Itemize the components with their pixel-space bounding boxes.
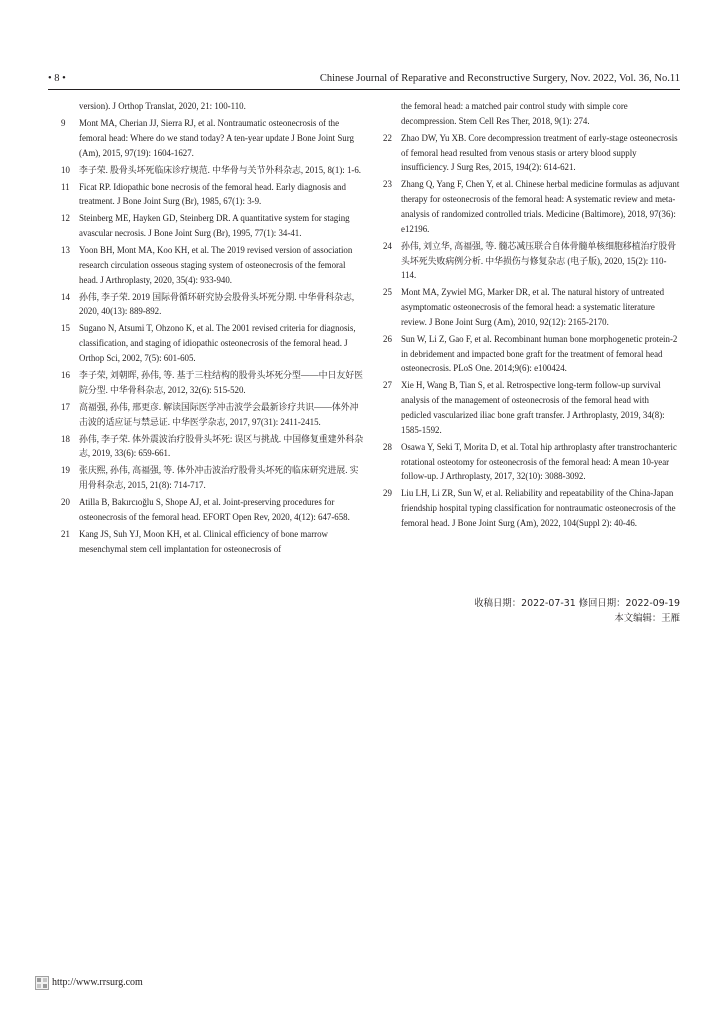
reference-number: 18 xyxy=(61,433,70,444)
reference-text: Liu LH, Li ZR, Sun W, et al. Reliability and repeatability of the China-Japan friendship hospital typing classification for nontraumatic osteonecrosis of the femoral head. J Bone Joint Surg (Am), 2022, 104(Suppl 2): 40-46. xyxy=(401,488,676,529)
reference-number: 20 xyxy=(61,497,70,508)
journal-logo-icon xyxy=(35,976,49,990)
reference-text: Osawa Y, Seki T, Morita D, et al. Total hip arthroplasty after transtrochanteric rotational osteotomy for osteonecrosis of the femoral head: A mean 10-year follow-up. J Arthroplasty, 2017, 32(10): 3088-3092. xyxy=(401,441,677,482)
reference-item xyxy=(370,486,680,530)
reference-number: 24 xyxy=(383,240,392,251)
reference-number: 29 xyxy=(383,488,392,499)
reference-item xyxy=(48,527,366,557)
reference-text: Ficat RP. Idiopathic bone necrosis of the femoral head. Early diagnosis and treatment. J Bone Joint Surg (Br), 1985, 67(1): 3-9. xyxy=(79,181,346,207)
references-right-column xyxy=(370,99,680,533)
reference-number: 21 xyxy=(61,528,70,539)
header-rule xyxy=(48,89,680,90)
reference-item xyxy=(48,321,366,365)
reference-item xyxy=(48,463,366,493)
reference-item xyxy=(48,99,366,114)
reference-text: Zhao DW, Yu XB. Core decompression treatment of early-stage osteonecrosis of femoral head resulted from venous stasis or artery blood supply insufficiency. J Surg Res, 2015, 194(2): 614-621. xyxy=(401,132,678,173)
reference-item xyxy=(48,400,366,430)
reference-item xyxy=(370,177,680,236)
reference-number: 27 xyxy=(383,380,392,391)
reference-number: 12 xyxy=(61,213,70,224)
running-header xyxy=(48,70,680,88)
reference-text: 张庆熙, 孙伟, 高福强, 等. 体外冲击波治疗股骨头坏死的临床研究进展. 实用骨科杂志, 2015, 21(8): 714-717. xyxy=(79,465,359,491)
reference-item xyxy=(370,440,680,484)
reference-item xyxy=(48,290,366,320)
reference-text: 高福强, 孙伟, 邢更彦. 解读国际医学冲击波学会最新诊疗共识——体外冲击波的适应证与禁忌证. 中华医学杂志, 2017, 97(31): 2411-2415. xyxy=(79,401,359,427)
reference-number: 17 xyxy=(61,401,70,412)
reference-text: Kang JS, Suh YJ, Moon KH, et al. Clinical efficiency of bone marrow mesenchymal stem cell implantation for osteonecrosis of xyxy=(79,528,328,554)
reference-item xyxy=(48,211,366,241)
reference-number: 9 xyxy=(61,117,66,128)
reference-item xyxy=(370,332,680,376)
reference-item xyxy=(370,131,680,175)
reference-text: version). J Orthop Translat, 2020, 21: 100-110. xyxy=(79,101,246,111)
reference-number: 19 xyxy=(61,465,70,476)
reference-text: Yoon BH, Mont MA, Koo KH, et al. The 2019 revised version of association research circulation osseous staging system of osteonecrosis of the femoral head. J Arthroplasty, 2020, 35(4): 933-940. xyxy=(79,245,353,285)
reference-text: 李子荣, 刘朝晖, 孙伟, 等. 基于三柱结构的股骨头坏死分型——中日友好医院分型. 中华骨科杂志, 2012, 32(6): 515-520. xyxy=(79,370,363,395)
article-dates xyxy=(474,596,680,626)
reference-number: 13 xyxy=(61,245,70,256)
reference-text: 李子荣. 股骨头坏死临床诊疗规范. 中华骨与关节外科杂志, 2015, 8(1): 1-6. xyxy=(79,164,362,175)
reference-number: 10 xyxy=(61,164,70,175)
reference-text: Xie H, Wang B, Tian S, et al. Retrospective long-term follow-up survival analysis of the management of osteonecrosis of the femoral head with pedicled vascularized iliac bone graft transfer. J Arthroplasty, 2019, 34(8): 1585-1592. xyxy=(401,380,665,435)
reference-text: Zhang Q, Yang F, Chen Y, et al. Chinese herbal medicine formulas as adjuvant therapy for osteonecrosis of the femoral head: A systematic review and meta-analysis of randomized controlled trials. Medicine (Baltimore), 2018, 97(36): e12196. xyxy=(401,179,680,234)
reference-text: Mont MA, Cherian JJ, Sierra RJ, et al. Nontraumatic osteonecrosis of the femoral head: Where do we stand today? A ten-year update J Bone Joint Surg (Am), 2015, 97(19): 1604-1627. xyxy=(79,117,354,158)
reference-text: 孙伟, 刘立华, 高福强, 等. 髓芯减压联合自体骨髓单核细胞移植治疗股骨头坏死失败病例分析. 中华损伤与修复杂志 (电子版), 2020, 15(2): 110-114. xyxy=(401,240,677,281)
references-left-column xyxy=(48,99,366,559)
reference-item xyxy=(48,495,366,525)
journal-citation: Chinese Journal of Reparative and Reconstructive Surgery, Nov. 2022, Vol. 36, No.11 xyxy=(319,73,680,84)
page-footer xyxy=(35,975,143,991)
reference-text: the femoral head: a matched pair control study with simple core decompression. Stem Cell Res Ther, 2018, 9(1): 274. xyxy=(401,101,628,126)
reference-number: 16 xyxy=(61,370,70,381)
reference-item xyxy=(48,243,366,287)
reference-item xyxy=(370,378,680,437)
reference-text: Steinberg ME, Hayken GD, Steinberg DR. A quantitative system for staging avascular necrosis. J Bone Joint Surg (Br), 1995, 77(1): 34-41. xyxy=(79,213,350,239)
reference-item xyxy=(48,368,366,398)
reference-text: 孙伟, 李子荣. 2019 国际骨循环研究协会股骨头坏死分期. 中华骨科杂志, 2020, 40(13): 889-892. xyxy=(79,291,355,317)
reference-item xyxy=(370,285,680,329)
reference-item xyxy=(48,180,366,210)
editor-credit: 本文编辑：王雁 xyxy=(614,613,680,624)
reference-number: 23 xyxy=(383,179,392,190)
reference-number: 28 xyxy=(383,441,392,452)
reference-number: 22 xyxy=(383,132,392,143)
reference-text: 孙伟, 李子荣. 体外震波治疗股骨头坏死: 误区与挑战. 中国修复重建外科杂志, 2019, 33(6): 659-661. xyxy=(79,433,364,459)
reference-item xyxy=(370,99,680,129)
reference-item xyxy=(48,163,366,178)
reference-number: 15 xyxy=(61,323,70,334)
received-revised-dates: 收稿日期：2022-07-31 修回日期：2022-09-19 xyxy=(474,598,680,609)
reference-item xyxy=(370,239,680,283)
reference-text: Atilla B, Bakırcıoğlu S, Shope AJ, et al. Joint-preserving procedures for osteonecrosis of the femoral head. EFORT Open Rev, 2020, 4(12): 647-658. xyxy=(79,497,350,522)
reference-number: 26 xyxy=(383,333,392,344)
page-number: • 8 • xyxy=(48,73,66,84)
reference-number: 11 xyxy=(61,181,70,192)
reference-item xyxy=(48,116,366,160)
reference-text: Sugano N, Atsumi T, Ohzono K, et al. The 2001 revised criteria for diagnosis, classification, and staging of idiopathic osteonecrosis of the femoral head. J Orthop Sci, 2002, 7(5): 601-605. xyxy=(79,323,356,364)
reference-number: 25 xyxy=(383,287,392,298)
reference-number: 14 xyxy=(61,291,70,302)
reference-item xyxy=(48,432,366,462)
reference-text: Mont MA, Zywiel MG, Marker DR, et al. The natural history of untreated asymptomatic osteonecrosis of the femoral head: a systematic literature review. J Bone Joint Surg (Am), 2010, 92(12): 2165-2170. xyxy=(401,287,665,327)
journal-url-link[interactable]: http://www.rrsurg.com xyxy=(52,977,143,988)
reference-text: Sun W, Li Z, Gao F, et al. Recombinant human bone morphogenetic protein-2 in debridement and impacted bone graft for the treatment of femoral head osteonecrosis. PLoS One. 2014;9(6): e100424. xyxy=(401,333,678,374)
